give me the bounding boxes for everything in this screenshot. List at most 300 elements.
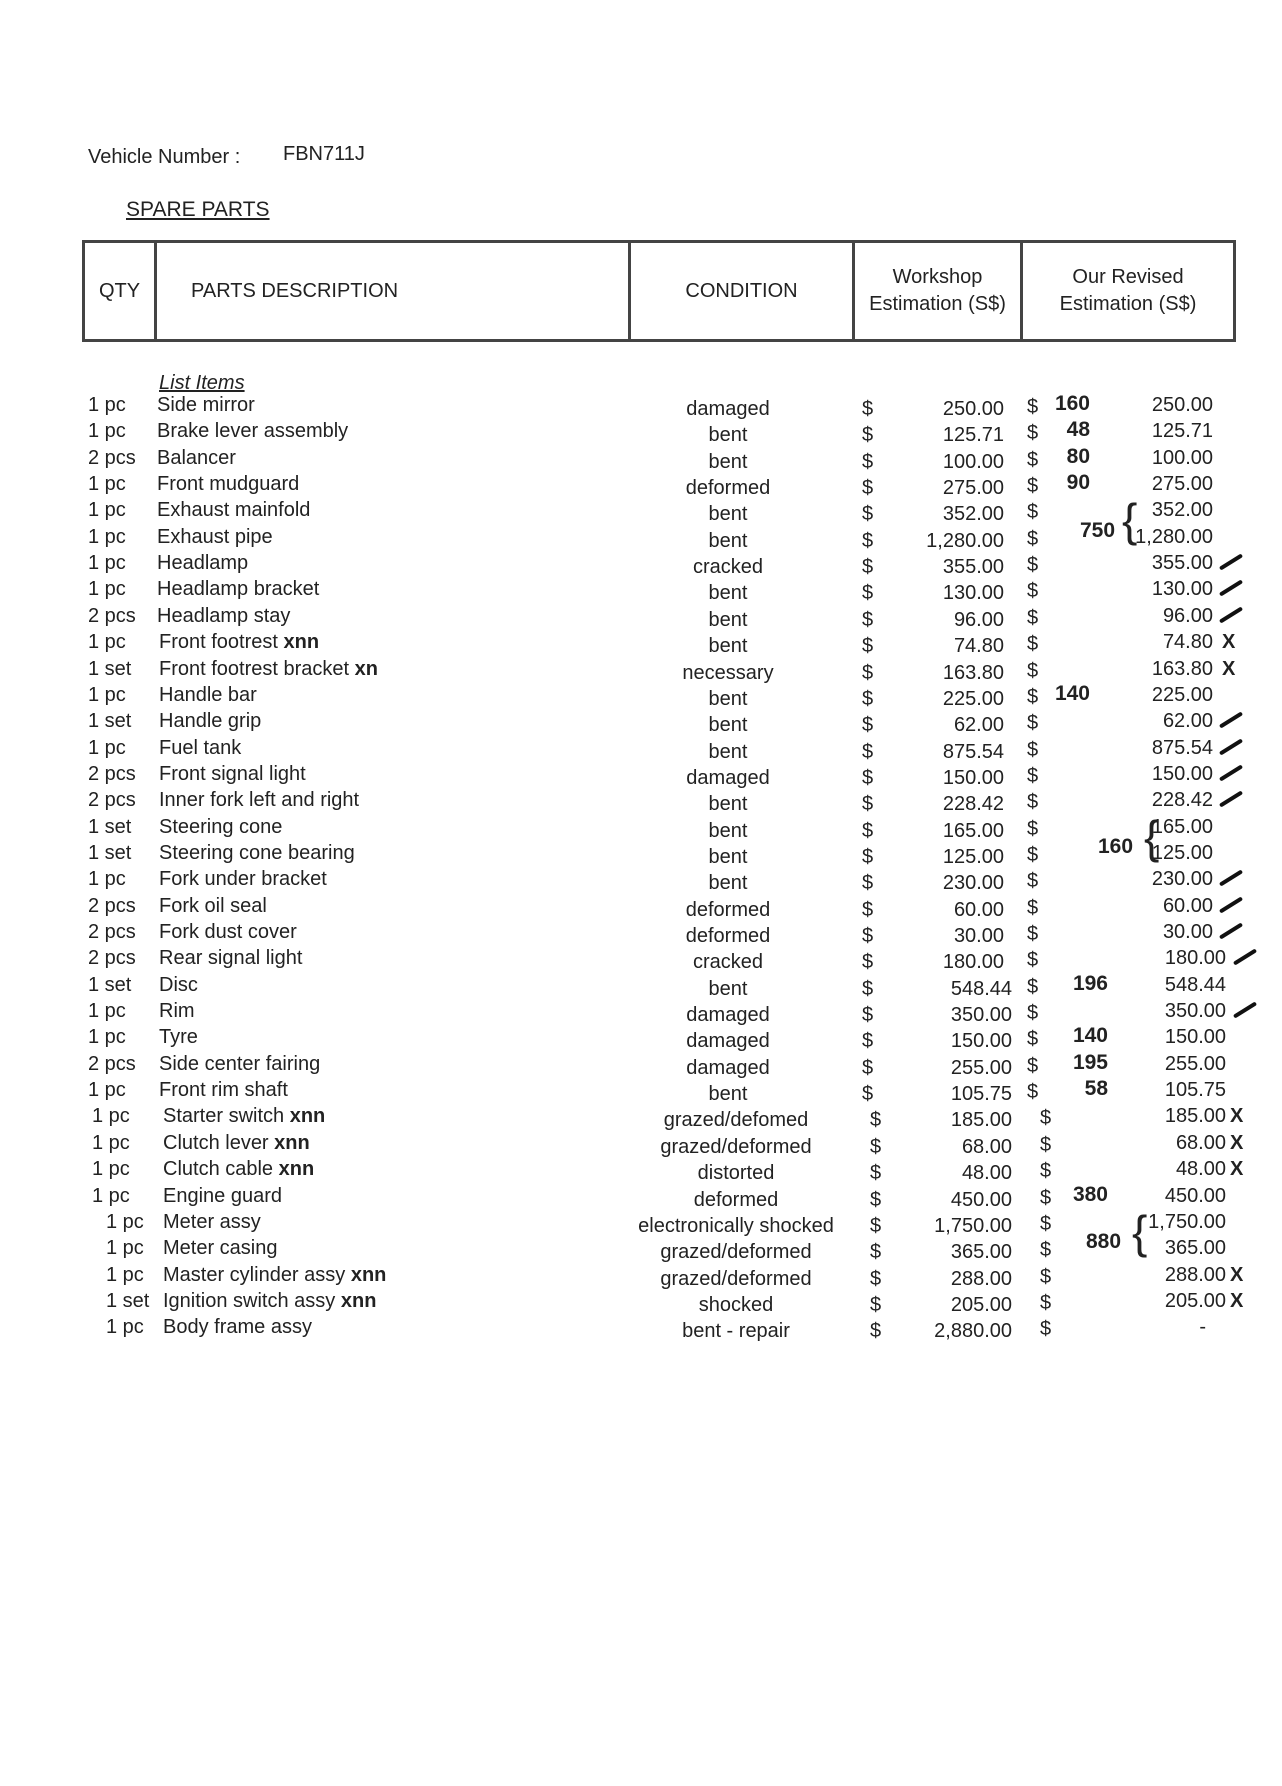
row-workshop-estimate: 30.00 [953, 925, 1004, 947]
currency-symbol: $ [1040, 1291, 1052, 1314]
row-workshop-estimate: 228.42 [942, 793, 1004, 816]
row-qty: 2 pcs [88, 921, 136, 943]
row-description-text: Front rim shaft [159, 1079, 288, 1102]
currency-symbol: $ [862, 1004, 874, 1027]
row-handwritten-mark: xnn [345, 1263, 387, 1286]
row-description-text: Brake lever assembly [157, 420, 349, 443]
row-description-text: Side center fairing [159, 1052, 321, 1075]
table-row [0, 710, 1282, 736]
row-qty: 1 pc [88, 552, 126, 575]
currency-symbol: $ [1027, 422, 1039, 445]
row-workshop-estimate: 130.00 [942, 582, 1004, 605]
row-description [159, 737, 241, 760]
row-description [157, 605, 290, 628]
currency-symbol: $ [870, 1135, 882, 1158]
row-description [159, 1053, 320, 1076]
row-description-text: Headlamp bracket [157, 578, 320, 601]
row-condition: necessary [682, 661, 774, 684]
currency-symbol: $ [1027, 685, 1039, 708]
currency-symbol: $ [870, 1214, 882, 1237]
row-condition: shocked [698, 1293, 774, 1316]
row-description [159, 1079, 288, 1102]
row-revised-estimate: 96.00 [1162, 604, 1213, 627]
row-condition: deformed [685, 925, 771, 947]
currency-symbol: $ [862, 977, 874, 1000]
row-handwritten-mark: xn [349, 657, 378, 680]
header-description: PARTS DESCRIPTION [157, 243, 631, 339]
row-handwritten-revised-value: 195 [1072, 1050, 1108, 1074]
row-qty: 1 pc [88, 868, 126, 891]
row-description [163, 1185, 282, 1208]
row-workshop-estimate: 185.00 [950, 1109, 1012, 1132]
header-workshop-text: Workshop Estimation (S$) [869, 266, 1006, 315]
reject-x-mark: X [1230, 1289, 1244, 1312]
row-workshop-estimate: 352.00 [942, 503, 1004, 526]
currency-symbol: $ [1027, 1054, 1039, 1077]
row-description [159, 842, 355, 865]
curly-brace-icon: { [1132, 1205, 1148, 1258]
row-description [159, 974, 198, 997]
row-workshop-estimate: 1,750.00 [934, 1214, 1012, 1237]
reject-x-mark: X [1222, 631, 1236, 654]
row-condition: bent [708, 819, 748, 842]
row-condition: bent [708, 714, 748, 737]
row-description [163, 1211, 261, 1234]
row-qty: 1 set [88, 841, 132, 864]
row-condition: deformed [685, 477, 771, 500]
row-description [163, 1237, 278, 1260]
row-revised-estimate: 185.00 [1164, 1105, 1226, 1128]
row-condition: bent [708, 608, 748, 631]
row-revised-estimate: 1,750.00 [1148, 1210, 1226, 1233]
table-row [0, 605, 1282, 631]
row-revised-estimate: 548.44 [1164, 973, 1226, 996]
row-condition: electronically shocked [638, 1214, 834, 1237]
row-description-text: Fork oil seal [159, 894, 267, 917]
row-description [159, 684, 257, 707]
row-workshop-estimate: 96.00 [953, 608, 1004, 631]
vehicle-number-value: FBN711J [283, 143, 365, 165]
row-description-text: Balancer [157, 446, 236, 469]
row-revised-estimate: 30.00 [1162, 921, 1213, 943]
currency-symbol: $ [1027, 791, 1039, 814]
header-revised-text: Our Revised Estimation (S$) [1059, 266, 1197, 315]
row-qty: 1 pc [88, 683, 126, 706]
table-row [0, 1132, 1282, 1158]
row-condition: deformed [693, 1188, 779, 1211]
row-description-text: Exhaust mainfold [157, 499, 311, 522]
curly-brace-icon: { [1122, 494, 1138, 547]
row-workshop-estimate: 875.54 [942, 740, 1004, 763]
currency-symbol: $ [862, 951, 874, 974]
row-condition: grazed/defomed [663, 1109, 809, 1132]
row-workshop-estimate: 230.00 [942, 872, 1004, 895]
check-tick-icon [1219, 896, 1243, 913]
reject-x-mark: X [1230, 1263, 1244, 1286]
row-description [157, 447, 236, 470]
currency-symbol: $ [1027, 659, 1039, 682]
currency-symbol: $ [1040, 1107, 1052, 1130]
table-row [0, 763, 1282, 789]
row-condition: bent [708, 740, 748, 763]
row-condition: grazed/deformed [660, 1267, 812, 1290]
row-qty: 1 pc [88, 578, 126, 601]
row-qty: 1 pc [92, 1158, 130, 1181]
row-description [159, 947, 302, 970]
row-workshop-estimate: 275.00 [942, 477, 1004, 500]
check-tick-icon [1233, 949, 1257, 966]
currency-symbol: $ [1040, 1239, 1052, 1262]
currency-symbol: $ [1027, 870, 1039, 893]
currency-symbol: $ [1027, 1081, 1039, 1104]
row-description-text: Steering cone bearing [159, 841, 355, 864]
currency-symbol: $ [870, 1267, 882, 1290]
row-qty: 1 pc [88, 631, 126, 654]
currency-symbol: $ [1027, 606, 1039, 629]
currency-symbol: $ [1027, 738, 1039, 761]
row-condition: damaged [686, 766, 770, 789]
row-qty: 2 pcs [88, 762, 136, 785]
row-description [163, 1105, 325, 1128]
check-tick-icon [1219, 580, 1243, 597]
row-qty: 1 pc [106, 1210, 144, 1233]
table-row [0, 842, 1282, 868]
currency-symbol: $ [1040, 1318, 1052, 1341]
row-description [163, 1290, 376, 1313]
row-workshop-estimate: 255.00 [950, 1056, 1012, 1079]
table-row [0, 658, 1282, 684]
check-tick-icon [1219, 738, 1243, 755]
check-tick-icon [1219, 606, 1243, 623]
row-description-text: Tyre [159, 1026, 198, 1049]
row-handwritten-mark: xnn [277, 631, 320, 654]
row-description-text: Clutch cable [163, 1158, 274, 1181]
row-condition: bent [708, 635, 748, 658]
row-description-text: Meter casing [163, 1237, 278, 1260]
check-tick-icon [1219, 712, 1243, 729]
row-revised-estimate: 230.00 [1151, 868, 1213, 891]
row-condition: bent [708, 845, 748, 868]
row-description-text: Rim [159, 1000, 195, 1023]
row-description [159, 1000, 195, 1023]
row-description-text: Fork dust cover [159, 921, 297, 943]
check-tick-icon [1219, 791, 1243, 808]
row-qty: 1 set [106, 1289, 150, 1312]
table-row [0, 681, 1282, 710]
row-description-text: Inner fork left and right [159, 789, 360, 812]
table-header [82, 240, 1236, 342]
curly-brace-icon: { [1144, 810, 1160, 863]
row-revised-estimate: 875.54 [1151, 736, 1213, 759]
row-description [163, 1158, 314, 1181]
row-description [159, 1026, 198, 1049]
row-revised-estimate: 100.00 [1151, 446, 1213, 469]
table-row [0, 868, 1282, 894]
currency-symbol: $ [1027, 843, 1039, 866]
currency-symbol: $ [862, 766, 874, 789]
row-description-text: Headlamp stay [157, 604, 291, 627]
currency-symbol: $ [862, 608, 874, 631]
header-revised-estimation [1023, 243, 1233, 339]
row-handwritten-mark: xnn [335, 1289, 377, 1312]
row-handwritten-revised-value: 140 [1054, 681, 1090, 705]
table-row [0, 1105, 1282, 1131]
reject-x-mark: X [1230, 1158, 1244, 1181]
currency-symbol: $ [862, 1083, 874, 1106]
currency-symbol: $ [870, 1188, 882, 1211]
table-row [0, 1290, 1282, 1316]
table-row [0, 947, 1282, 973]
row-workshop-estimate: 163.80 [942, 661, 1004, 684]
row-qty: 1 set [88, 973, 132, 996]
row-description-text: Headlamp [157, 552, 249, 575]
currency-symbol: $ [870, 1293, 882, 1316]
row-revised-estimate: 225.00 [1151, 683, 1213, 706]
currency-symbol: $ [862, 740, 874, 763]
table-row [0, 789, 1282, 815]
row-qty: 2 pcs [88, 789, 136, 812]
currency-symbol: $ [1027, 923, 1039, 945]
row-qty: 1 pc [88, 1079, 126, 1102]
table-row [0, 971, 1282, 1000]
row-revised-estimate: - [1199, 1316, 1206, 1339]
row-description [159, 710, 261, 733]
row-condition: damaged [686, 1056, 770, 1079]
row-revised-estimate: 1,280.00 [1135, 525, 1213, 548]
currency-symbol: $ [862, 424, 874, 447]
row-condition: bent [708, 977, 748, 1000]
row-description-text: Engine guard [163, 1184, 282, 1207]
row-workshop-estimate: 365.00 [950, 1241, 1012, 1264]
row-revised-estimate: 105.75 [1164, 1079, 1226, 1102]
grouped-handwritten-value: 160 [1098, 834, 1134, 858]
row-revised-estimate: 355.00 [1151, 552, 1213, 575]
currency-symbol: $ [862, 450, 874, 473]
row-condition: bent [708, 424, 748, 447]
row-qty: 1 pc [88, 499, 126, 522]
table-row [0, 737, 1282, 763]
check-tick-icon [1219, 922, 1243, 939]
table-row [0, 444, 1282, 473]
row-qty: 1 pc [106, 1237, 144, 1260]
row-revised-estimate: 130.00 [1151, 578, 1213, 601]
row-workshop-estimate: 225.00 [942, 687, 1004, 710]
currency-symbol: $ [1027, 475, 1039, 498]
row-revised-estimate: 163.80 [1151, 657, 1213, 680]
currency-symbol: $ [1027, 554, 1039, 577]
row-condition: bent [708, 450, 748, 473]
row-handwritten-revised-value: 140 [1072, 1024, 1108, 1048]
reject-x-mark: X [1230, 1131, 1244, 1154]
row-qty: 1 pc [88, 473, 126, 496]
currency-symbol: $ [862, 635, 874, 658]
row-condition: distorted [697, 1162, 775, 1185]
table-row [0, 1026, 1282, 1052]
table-row [0, 552, 1282, 578]
row-description-text: Fork under bracket [159, 868, 327, 891]
row-revised-estimate: 365.00 [1164, 1237, 1226, 1260]
currency-symbol: $ [862, 872, 874, 895]
row-description-text: Fuel tank [159, 736, 242, 759]
row-revised-estimate: 62.00 [1162, 710, 1213, 733]
row-workshop-estimate: 60.00 [953, 898, 1004, 921]
row-handwritten-revised-value: 380 [1072, 1182, 1108, 1206]
row-qty: 2 pcs [88, 604, 136, 627]
currency-symbol: $ [870, 1109, 882, 1132]
check-tick-icon [1233, 1001, 1257, 1018]
row-condition: bent [708, 1083, 748, 1106]
row-qty: 1 pc [106, 1316, 144, 1339]
row-qty: 2 pcs [88, 894, 136, 917]
row-condition: cracked [692, 951, 764, 974]
row-condition: grazed/deformed [660, 1135, 812, 1158]
currency-symbol: $ [862, 477, 874, 500]
row-description-text: Side mirror [157, 394, 255, 416]
currency-symbol: $ [862, 687, 874, 710]
header-condition: CONDITION [631, 243, 855, 339]
list-heading: List Items [159, 372, 245, 394]
row-description-text: Front footrest [159, 631, 278, 654]
row-qty: 1 set [88, 710, 132, 733]
row-qty: 1 pc [88, 525, 126, 548]
table-row [0, 895, 1282, 921]
row-description [157, 473, 299, 496]
row-workshop-estimate: 250.00 [942, 398, 1004, 420]
table-row [0, 473, 1282, 499]
row-description-text: Steering cone [159, 815, 283, 838]
row-workshop-estimate: 105.75 [950, 1083, 1012, 1106]
row-revised-estimate: 125.00 [1151, 841, 1213, 864]
row-revised-estimate: 352.00 [1151, 499, 1213, 522]
row-condition: damaged [686, 1004, 770, 1027]
table-row [0, 816, 1282, 842]
currency-symbol: $ [862, 503, 874, 526]
row-description [157, 499, 310, 522]
currency-symbol: $ [1027, 580, 1039, 603]
check-tick-icon [1219, 554, 1243, 571]
row-description-text: Handle bar [159, 683, 257, 706]
currency-symbol: $ [870, 1320, 882, 1343]
check-tick-icon [1219, 764, 1243, 781]
row-qty: 1 pc [88, 394, 126, 416]
currency-symbol: $ [862, 582, 874, 605]
currency-symbol: $ [1027, 817, 1039, 840]
row-description [159, 763, 306, 786]
currency-symbol: $ [1027, 896, 1039, 919]
vehicle-number-label: Vehicle Number : [88, 146, 241, 168]
row-revised-estimate: 150.00 [1164, 1026, 1226, 1049]
currency-symbol: $ [1027, 448, 1039, 471]
currency-symbol: $ [1040, 1265, 1052, 1288]
table-row [0, 1264, 1282, 1290]
row-workshop-estimate: 100.00 [942, 450, 1004, 473]
currency-symbol: $ [862, 898, 874, 921]
row-condition: grazed/deformed [660, 1241, 812, 1264]
row-description [159, 658, 378, 681]
currency-symbol: $ [862, 714, 874, 737]
currency-symbol: $ [862, 529, 874, 552]
table-row [0, 1182, 1282, 1211]
table-row [0, 921, 1282, 947]
row-workshop-estimate: 48.00 [961, 1162, 1012, 1185]
currency-symbol: $ [1040, 1160, 1052, 1183]
check-tick-icon [1219, 870, 1243, 887]
currency-symbol: $ [862, 845, 874, 868]
row-revised-estimate: 68.00 [1175, 1131, 1226, 1154]
currency-symbol: $ [1027, 1028, 1039, 1051]
row-description-text: Ignition switch assy [163, 1289, 336, 1312]
row-condition: bent - repair [682, 1320, 790, 1343]
grouped-handwritten-value: 880 [1086, 1230, 1122, 1254]
currency-symbol: $ [1027, 949, 1039, 972]
currency-symbol: $ [1027, 527, 1039, 550]
row-description-text: Exhaust pipe [157, 525, 273, 548]
row-qty: 1 pc [88, 736, 126, 759]
row-handwritten-revised-value: 80 [1066, 444, 1090, 468]
row-revised-estimate: 48.00 [1175, 1158, 1226, 1181]
row-condition: bent [708, 582, 748, 605]
row-workshop-estimate: 62.00 [953, 714, 1004, 737]
row-workshop-estimate: 150.00 [942, 766, 1004, 789]
currency-symbol: $ [862, 793, 874, 816]
currency-symbol: $ [1027, 633, 1039, 656]
row-handwritten-revised-value: 48 [1066, 418, 1090, 442]
row-revised-estimate: 60.00 [1162, 894, 1213, 917]
currency-symbol: $ [862, 556, 874, 579]
currency-symbol: $ [862, 661, 874, 684]
row-description-text: Handle grip [159, 710, 262, 733]
currency-symbol: $ [1040, 1186, 1052, 1209]
row-revised-estimate: 350.00 [1164, 1000, 1226, 1023]
row-qty: 1 pc [92, 1184, 130, 1207]
table-row [0, 1050, 1282, 1079]
row-handwritten-mark: xnn [268, 1131, 310, 1154]
row-workshop-estimate: 2,880.00 [934, 1320, 1012, 1343]
row-description [163, 1264, 386, 1287]
table-row [0, 1079, 1282, 1105]
currency-symbol: $ [870, 1162, 882, 1185]
currency-symbol: $ [862, 819, 874, 842]
row-description [159, 895, 267, 918]
table-row [0, 394, 1282, 420]
row-workshop-estimate: 165.00 [942, 819, 1004, 842]
row-qty: 1 pc [88, 1000, 126, 1023]
grouped-handwritten-value: 750 [1080, 518, 1116, 542]
row-revised-estimate: 255.00 [1164, 1052, 1226, 1075]
row-workshop-estimate: 350.00 [950, 1004, 1012, 1027]
row-description-text: Front mudguard [157, 473, 300, 496]
row-qty: 1 pc [88, 420, 126, 443]
row-description [159, 789, 359, 812]
currency-symbol: $ [1027, 712, 1039, 735]
currency-symbol: $ [1040, 1212, 1052, 1235]
row-revised-estimate: 288.00 [1164, 1263, 1226, 1286]
row-condition: deformed [685, 898, 771, 921]
row-condition: bent [708, 529, 748, 552]
row-revised-estimate: 180.00 [1164, 947, 1226, 970]
row-workshop-estimate: 68.00 [961, 1135, 1012, 1158]
row-qty: 2 pcs [88, 947, 136, 970]
row-qty: 2 pcs [88, 1052, 136, 1075]
table-row [0, 578, 1282, 604]
section-title: SPARE PARTS [126, 198, 270, 221]
row-workshop-estimate: 74.80 [953, 635, 1004, 658]
row-handwritten-revised-value: 196 [1072, 971, 1108, 995]
reject-x-mark: X [1230, 1105, 1244, 1128]
row-description-text: Master cylinder assy [163, 1263, 346, 1286]
row-condition: bent [708, 793, 748, 816]
row-handwritten-revised-value: 90 [1066, 471, 1090, 495]
